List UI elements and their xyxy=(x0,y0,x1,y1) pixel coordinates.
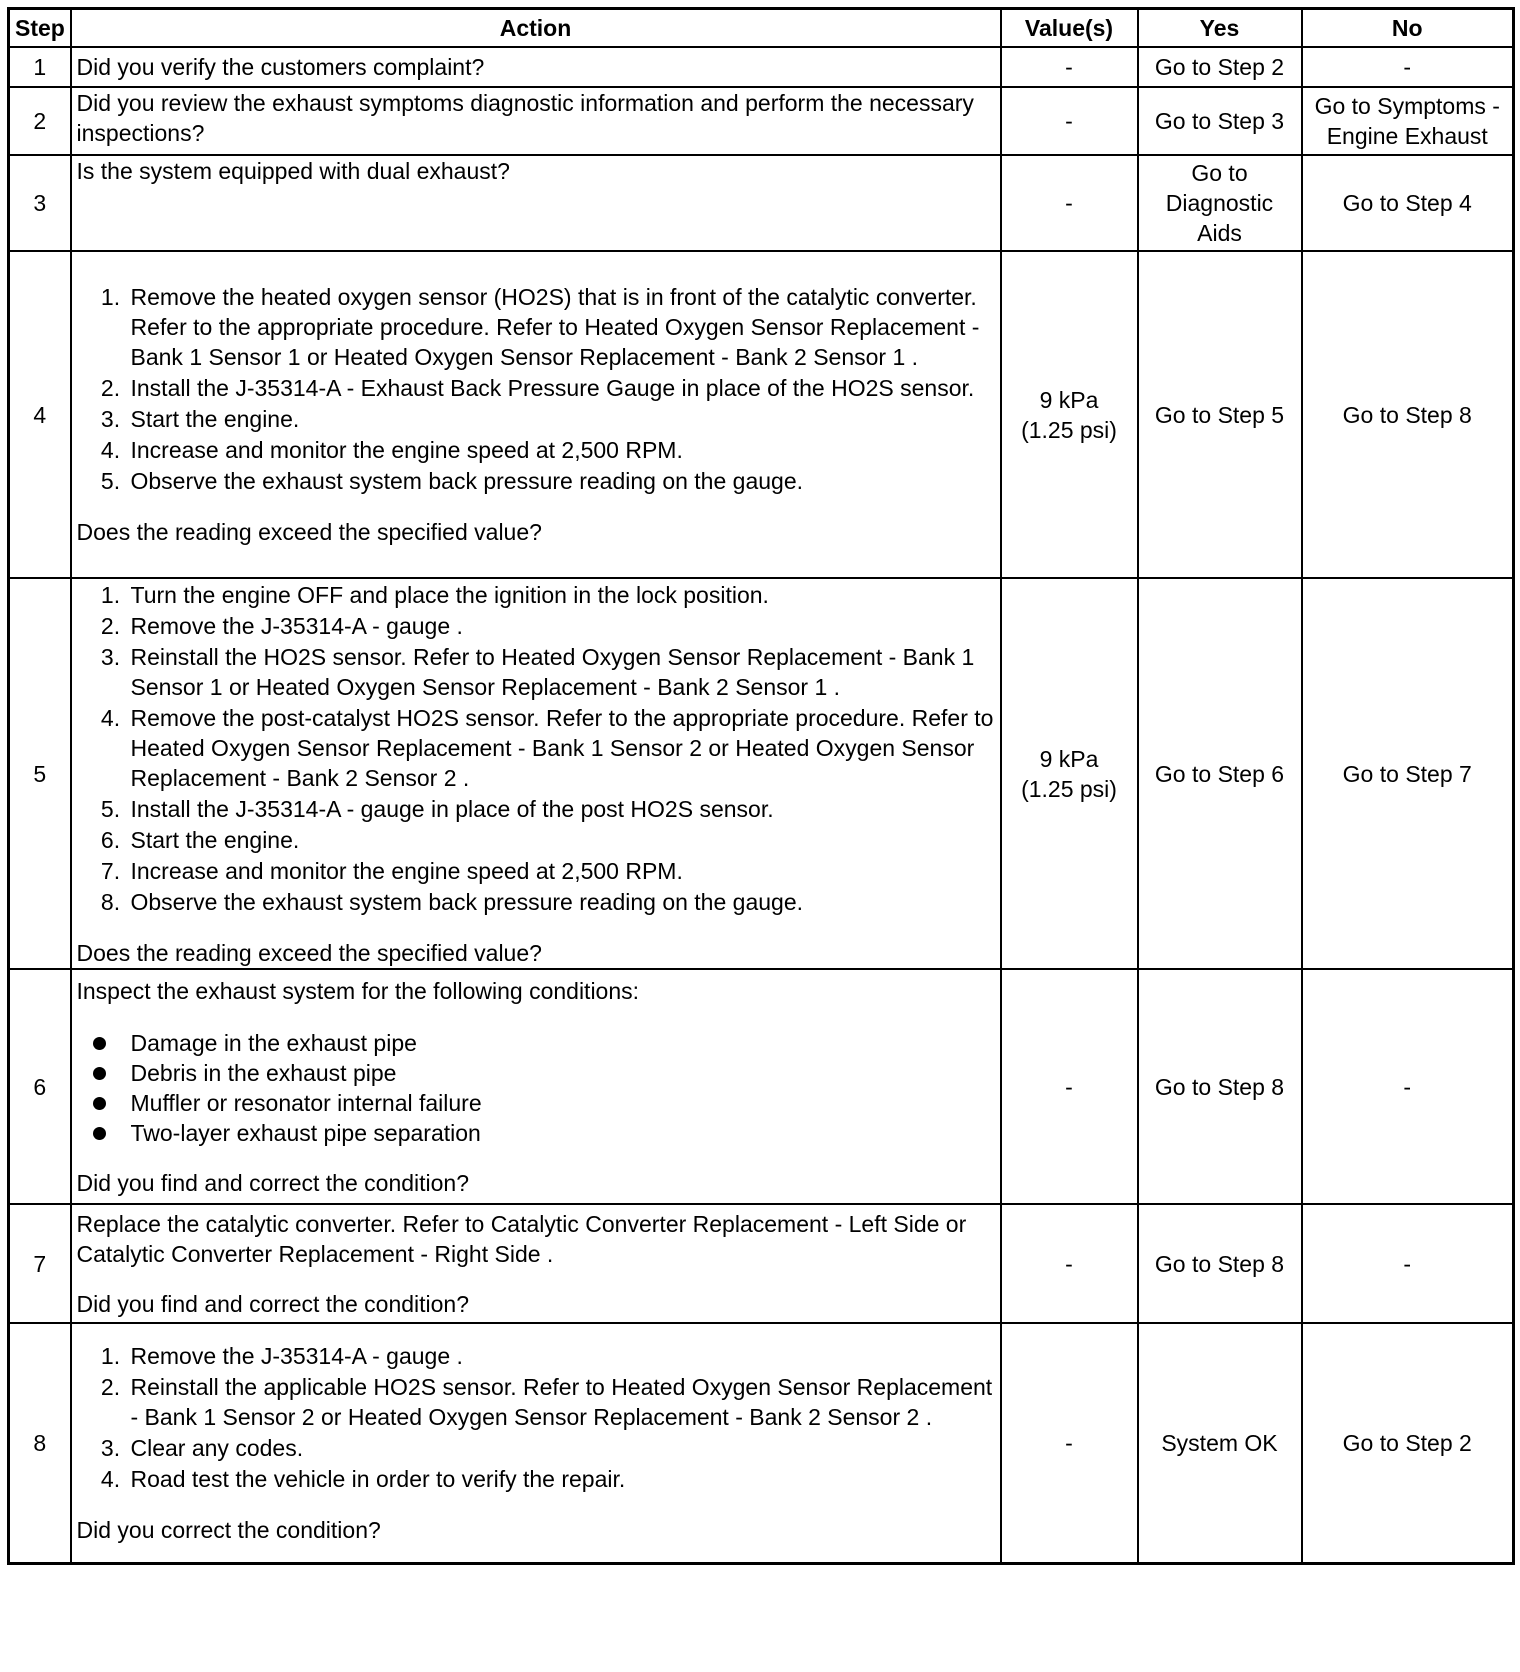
yes-cell: Go to Step 3 xyxy=(1138,87,1302,155)
condition-list xyxy=(77,1028,995,1148)
yes-cell: Go to Step 2 xyxy=(1138,47,1302,87)
step-number: 5 xyxy=(9,578,71,969)
step-number: 1 xyxy=(9,47,71,87)
value-cell: - xyxy=(1001,47,1138,87)
no-cell: Go to Step 7 xyxy=(1302,578,1514,969)
list-item: 5. Install the J-35314-A - gauge in place of the post HO2S sensor. xyxy=(127,794,995,824)
diagnostic-table xyxy=(7,7,1515,1565)
question-text: Did you find and correct the condition? xyxy=(76,1290,470,1317)
list-item: 2. Install the J-35314-A - Exhaust Back Pressure Gauge in place of the HO2S sensor. xyxy=(127,373,995,403)
question-text: Does the reading exceed the specified value? xyxy=(76,519,542,545)
value-cell: - xyxy=(1001,1323,1138,1563)
list-item: 3. Clear any codes. xyxy=(127,1433,995,1463)
action-text: Did you verify the customers complaint? xyxy=(76,54,485,80)
yes-cell: Go to Step 8 xyxy=(1138,969,1302,1204)
list-item: 5. Observe the exhaust system back pressure reading on the gauge. xyxy=(127,466,995,496)
no-cell: - xyxy=(1302,1204,1514,1323)
table-row-step-2 xyxy=(9,87,1514,155)
list-item: Damage in the exhaust pipe xyxy=(127,1028,995,1058)
action-cell xyxy=(71,969,1001,1204)
table-row-step-5 xyxy=(9,578,1514,969)
list-item: 3. Start the engine. xyxy=(127,404,995,434)
no-cell: Go to Step 2 xyxy=(1302,1323,1514,1563)
value-cell xyxy=(1001,578,1138,969)
header-yes: Yes xyxy=(1138,9,1302,48)
step-number: 4 xyxy=(9,251,71,578)
list-item: Two-layer exhaust pipe separation xyxy=(127,1118,995,1148)
action-text: Is the system equipped with dual exhaust? xyxy=(76,158,510,184)
list-item: 8. Observe the exhaust system back pressure reading on the gauge. xyxy=(127,887,995,917)
list-item: 4. Remove the post-catalyst HO2S sensor. Refer to the appropriate procedure. Refer to Heated Oxygen Sensor Replacement - Bank 1 Sensor 2 or Heated Oxygen Sensor Replacement - Bank 2 Sensor 2 . xyxy=(127,703,995,793)
header-step: Step xyxy=(9,9,71,48)
question-text: Does the reading exceed the specified value? xyxy=(76,939,542,966)
action-text: Replace the catalytic converter. Refer to Catalytic Converter Replacement - Left Side or Catalytic Converter Replacement - Right Side . xyxy=(76,1210,967,1267)
list-item: 1. Remove the heated oxygen sensor (HO2S) that is in front of the catalytic converter. Refer to the appropriate procedure. Refer to Heated Oxygen Sensor Replacement - Bank 1 Sensor 1 or Heated Oxygen Sensor Replacement - Bank 2 Sensor 1 . xyxy=(127,282,995,372)
question-text: Did you correct the condition? xyxy=(76,1516,381,1543)
list-item: 1. Remove the J-35314-A - gauge . xyxy=(127,1341,995,1371)
list-item: 4. Increase and monitor the engine speed at 2,500 RPM. xyxy=(127,435,995,465)
value-line: 9 kPa xyxy=(1039,386,1099,413)
step-number: 3 xyxy=(9,155,71,251)
step-number: 6 xyxy=(9,969,71,1204)
action-cell xyxy=(71,1323,1001,1563)
list-item: 7. Increase and monitor the engine speed at 2,500 RPM. xyxy=(127,856,995,886)
step-number: 8 xyxy=(9,1323,71,1563)
procedure-list xyxy=(77,580,995,917)
list-item: 6. Start the engine. xyxy=(127,825,995,855)
yes-cell: System OK xyxy=(1138,1323,1302,1563)
no-cell: Go to Step 8 xyxy=(1302,251,1514,578)
yes-cell: Go to Step 6 xyxy=(1138,578,1302,969)
list-item: 4. Road test the vehicle in order to verify the repair. xyxy=(127,1464,995,1494)
table-row-step-7 xyxy=(9,1204,1514,1323)
action-cell xyxy=(71,578,1001,969)
list-item: Muffler or resonator internal failure xyxy=(127,1088,995,1118)
list-item: 3. Reinstall the HO2S sensor. Refer to Heated Oxygen Sensor Replacement - Bank 1 Sensor 1 or Heated Oxygen Sensor Replacement - Bank 2 Sensor 1 . xyxy=(127,642,995,702)
header-values: Value(s) xyxy=(1001,9,1138,48)
action-cell xyxy=(71,251,1001,578)
value-cell: - xyxy=(1001,1204,1138,1323)
header-action: Action xyxy=(71,9,1001,48)
list-item: 2. Reinstall the applicable HO2S sensor. Refer to Heated Oxygen Sensor Replacement - Bank 1 Sensor 2 or Heated Oxygen Sensor Replacement - Bank 2 Sensor 2 . xyxy=(127,1372,995,1432)
list-item: 1. Turn the engine OFF and place the ignition in the lock position. xyxy=(127,580,995,610)
yes-cell: Go to Diagnostic Aids xyxy=(1138,155,1302,251)
action-cell xyxy=(71,87,1001,155)
action-cell xyxy=(71,47,1001,87)
table-row-step-8 xyxy=(9,1323,1514,1563)
table-row-step-1 xyxy=(9,47,1514,87)
yes-cell: Go to Step 8 xyxy=(1138,1204,1302,1323)
no-cell: - xyxy=(1302,969,1514,1204)
list-item: 2. Remove the J-35314-A - gauge . xyxy=(127,611,995,641)
header-row xyxy=(9,9,1514,48)
action-cell xyxy=(71,155,1001,251)
value-line: 9 kPa xyxy=(1039,745,1099,772)
no-cell: - xyxy=(1302,47,1514,87)
table-row-step-4 xyxy=(9,251,1514,578)
step-number: 2 xyxy=(9,87,71,155)
yes-cell: Go to Step 5 xyxy=(1138,251,1302,578)
header-no: No xyxy=(1302,9,1514,48)
step-number: 7 xyxy=(9,1204,71,1323)
value-cell: - xyxy=(1001,155,1138,251)
action-cell xyxy=(71,1204,1001,1323)
table-row-step-6 xyxy=(9,969,1514,1204)
value-line: (1.25 psi) xyxy=(1021,416,1117,443)
value-line: (1.25 psi) xyxy=(1021,775,1117,802)
table-row-step-3 xyxy=(9,155,1514,251)
question-text: Did you find and correct the condition? xyxy=(76,1169,470,1196)
action-text: Inspect the exhaust system for the following conditions: xyxy=(76,977,640,1004)
no-cell: Go to Symptoms - Engine Exhaust xyxy=(1302,87,1514,155)
procedure-list xyxy=(77,282,995,496)
action-text: Did you review the exhaust symptoms diagnostic information and perform the necessary inspections? xyxy=(76,90,974,146)
value-cell: - xyxy=(1001,87,1138,155)
value-cell: - xyxy=(1001,969,1138,1204)
no-cell: Go to Step 4 xyxy=(1302,155,1514,251)
procedure-list xyxy=(77,1341,995,1494)
value-cell xyxy=(1001,251,1138,578)
list-item: Debris in the exhaust pipe xyxy=(127,1058,995,1088)
